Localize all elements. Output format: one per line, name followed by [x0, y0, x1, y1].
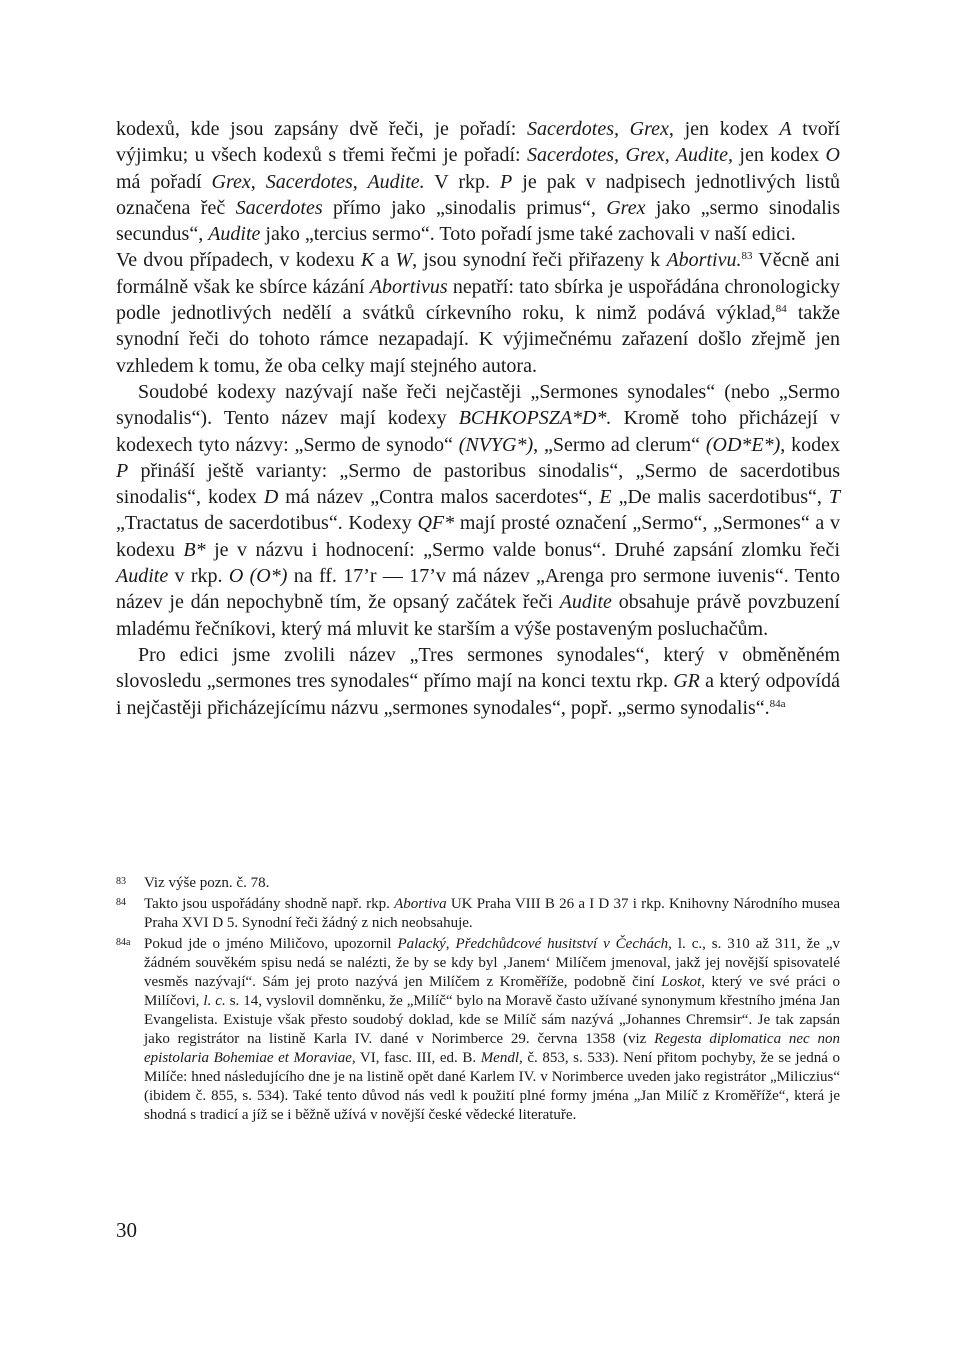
footnote [116, 895, 840, 933]
paragraph: Soudobé kodexy nazývají naše řeči nejčastěji „Sermones synodales“ (nebo „Sermo synodalis“). Tento název mají kodexy BCHKOPSZA*D*. Kromě toho přicházejí v kodexech tyto názvy: „Sermo de synodo“ (NVYG*), „Sermo ad clerum“ (OD*E*), kodex P přináší ještě varianty: „Sermo de pastoribus sinodalis“, „Sermo de sacerdotibus sinodalis“, kodex D má název „Contra malos sacerdotes“, E „De malis sacerdotibus“, T „Tractatus de sacerdotibus“. Kodexy QF* mají prosté označení „Sermo“, „Sermones“ a v kodexu B* je v názvu i hodnocení: „Sermo valde bonus“. Druhé zapsání zlomku řeči Audite v rkp. O (O*) na ff. 17’r — 17’v má název „Arenga pro sermone iuvenis“. Tento název je dán nepochybně tím, že opsaný začátek řeči Audite obsahuje právě povzbuzení mladému řečníkovi, který má mluvit ke starším a výše postaveným posluchačům. [116, 380, 841, 640]
footnote-number: 84 [116, 897, 126, 908]
paragraph: kodexů, kde jsou zapsány dvě řeči, je pořadí: Sacerdotes, Grex, jen kodex A tvoří výjimku; u všech kodexů s třemi řečmi je pořadí: Sacerdotes, Grex, Audite, jen kodex O má pořadí Grex, Sacerdotes, Audite. V rkp. P je pak v nadpisech jednotlivých listů označena řeč Sacerdotes přímo jako „sinodalis primus“, Grex jako „sermo sinodalis secundus“, Audite jako „tercius sermo“. Toto pořadí jsme také zachovali v naší edici. [116, 118, 840, 246]
footnote-number: 84a [116, 937, 131, 948]
footnote [116, 874, 840, 893]
footnote-text: Viz výše pozn. č. 78. [144, 875, 270, 891]
footnote-text: Pokud jde o jméno Miličovo, upozornil Palacký, Předchůdcové husitství v Čechách, l. c., s. 310 až 311, že „v žádném souvěkém spisu nedá se nalézti, že by se kdy byl ‚Janem‘ Milíčem jmenoval, jakž jej novější spisovatelé vesměs nazývají“. Sám jej proto nazývá jen Milíčem z Kroměříže, podobně činí Loskot, který ve své práci o Milíčovi, l. c. s. 14, vyslovil domněnku, že „Milíč“ bylo na Moravě často užívané synonymum křestního jména Jan Evangelista. Existuje však přesto soudobý doklad, kde se Milíč sám nazývá „Johannes Chremsir“. Je tak zapsán jako registrátor na listině Karla IV. dané v Norimberce 29. června 1358 (viz Regesta diplomatica nec non epistolaria Bohemiae et Moraviae, VI, fasc. III, ed. B. Mendl, č. 853, s. 533). Není přitom pochyby, že se jedná o Milíče: hned následujícího dne je na listině opět dané Karlem IV. v Norimberce uveden jako registrátor „Miliczius“ (ibidem č. 855, s. 534). Také tento důvod nás vedl k použití plné formy jména „Jan Milíč z Kroměříže“, která je shodná s tradicí a jíž se i běžně užívá v novější české vědecké literatuře. [144, 936, 840, 1123]
paragraph: Ve dvou případech, v kodexu K a W, jsou synodní řeči přiřazeny k Abortivu.$^{83}$ Věcně ani formálně však ke sbírce kázání Abortivus nepatří: tato sbírka je uspořádána chronologicky podle jednotlivých nedělí a svátků církevního roku, k nimž podává výklad,$^{84}$ takže synodní řeči do tohoto rámce nezapadají. K výjimečnému zařazení došlo zřejmě jen vzhledem k tomu, že oba celky mají stejného autora. [116, 249, 841, 377]
body-text [116, 116, 840, 721]
page-number: 30 [116, 1218, 137, 1242]
footnote-text: Takto jsou uspořádány shodně např. rkp. Abortiva UK Praha VIII B 26 a I D 37 i rkp. Knihovny Národního musea Praha XVI D 5. Synodní řeči žádný z nich neobsahuje. [144, 896, 840, 931]
footnote-number: 83 [116, 876, 126, 887]
footnote [116, 935, 840, 1125]
footnotes [116, 874, 840, 1127]
paragraph: Pro edici jsme zvolili název „Tres sermones synodales“, který v obměněném slovosledu „sermones tres synodales“ přímo mají na konci textu rkp. GR a který odpovídá i nejčastěji přicházejícímu názvu „sermones synodales“, popř. „sermo synodalis“.$^{84a}$ [116, 643, 840, 719]
